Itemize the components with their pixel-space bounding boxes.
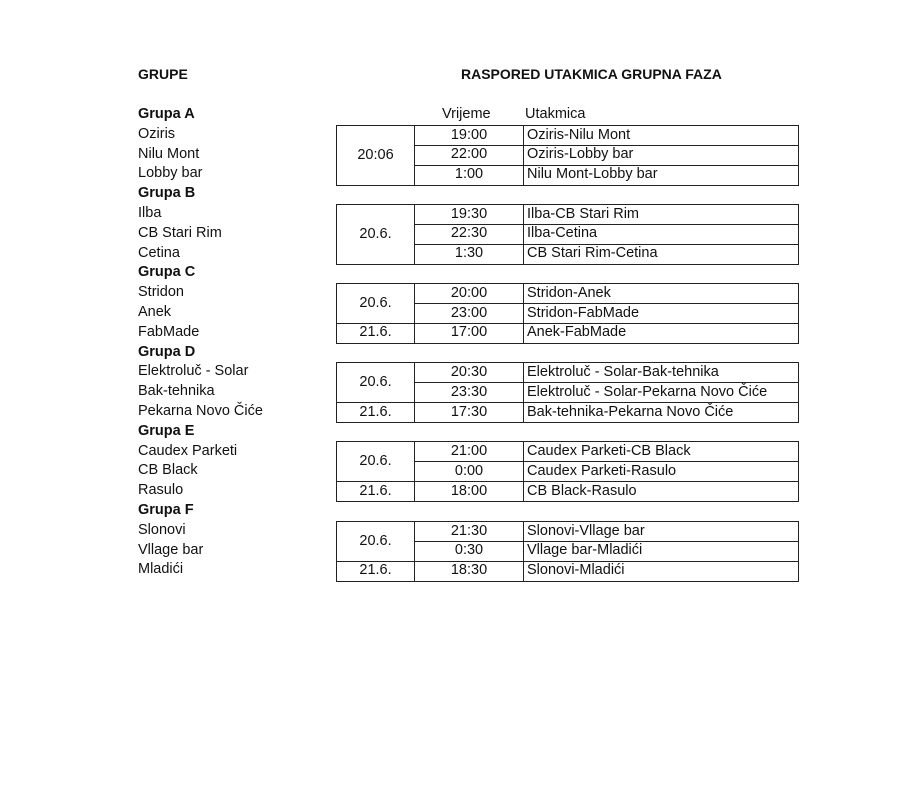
match-row: [337, 561, 798, 581]
date-cell: 20.6.: [359, 453, 392, 470]
match-teams: Vllage bar-Mladići: [527, 542, 643, 559]
team-name: Elektroluč - Solar: [138, 363, 249, 380]
match-row: [337, 145, 798, 165]
match-row: [337, 403, 798, 423]
match-teams: CB Stari Rim-Cetina: [527, 245, 658, 262]
schedule-table: [336, 283, 799, 344]
match-time: 18:00: [450, 482, 488, 499]
match-teams: Caudex Parketi-Rasulo: [527, 463, 677, 480]
match-time: 20:00: [450, 284, 488, 301]
match-time: 22:30: [450, 225, 488, 242]
match-row: [337, 304, 798, 324]
team-name: CB Black: [138, 462, 198, 479]
match-time: 0:30: [454, 542, 484, 559]
match-teams: Ilba-CB Stari Rim: [527, 205, 639, 222]
match-row: [337, 541, 798, 561]
match-column-header: Utakmica: [525, 106, 586, 122]
schedule-table: [336, 204, 799, 265]
match-time: 1:00: [454, 166, 484, 183]
match-row: [337, 363, 798, 383]
match-row: [337, 323, 798, 343]
team-name: Oziris: [138, 125, 176, 142]
match-teams: Bak-tehnika-Pekarna Novo Čiće: [527, 403, 734, 420]
date-cell: 20.6.: [359, 532, 392, 549]
schedule-table: [336, 441, 799, 502]
team-name: Ilba: [138, 204, 162, 221]
match-teams: Elektroluč - Solar-Pekarna Novo Čiće: [527, 383, 768, 400]
match-row: [337, 442, 798, 462]
team-name: Rasulo: [138, 482, 184, 499]
group-name: Grupa C: [138, 264, 196, 281]
team-name: Cetina: [138, 244, 180, 261]
match-time: 22:00: [450, 146, 488, 163]
match-teams: Caudex Parketi-CB Black: [527, 443, 691, 460]
team-name: Caudex Parketi: [138, 442, 238, 459]
team-name: Bak-tehnika: [138, 383, 215, 400]
team-name: FabMade: [138, 323, 200, 340]
date-cell: 21.6.: [359, 562, 392, 579]
group-name: Grupa A: [138, 106, 195, 122]
schedule-table: [336, 125, 799, 186]
match-row: [337, 462, 798, 482]
group-name: Grupa F: [138, 501, 194, 518]
groups-heading: GRUPE: [138, 66, 188, 82]
team-name: Vllage bar: [138, 541, 204, 558]
match-time: 21:30: [450, 522, 488, 539]
team-name: Stridon: [138, 284, 184, 301]
team-name: Slonovi: [138, 521, 186, 538]
team-name: Anek: [138, 303, 172, 320]
date-cell: 21.6.: [359, 324, 392, 341]
match-row: [337, 244, 798, 264]
match-teams: Stridon-Anek: [527, 284, 611, 301]
team-name: Lobby bar: [138, 165, 203, 182]
match-teams: Anek-FabMade: [527, 324, 627, 341]
group-name: Grupa E: [138, 422, 195, 439]
date-cell: 20.6.: [359, 225, 392, 242]
match-time: 21:00: [450, 443, 488, 460]
match-time: 18:30: [450, 562, 488, 579]
match-teams: Nilu Mont-Lobby bar: [527, 166, 658, 183]
schedule-heading: RASPORED UTAKMICA GRUPNA FAZA: [461, 66, 722, 82]
team-name: CB Stari Rim: [138, 224, 222, 241]
match-row: [337, 482, 798, 502]
match-teams: Oziris-Lobby bar: [527, 146, 634, 163]
match-row: [337, 165, 798, 185]
match-row: [337, 284, 798, 304]
schedule-table: [336, 362, 799, 423]
match-row: [337, 205, 798, 225]
match-time: 1:30: [454, 245, 484, 262]
match-teams: Slonovi-Vllage bar: [527, 522, 645, 539]
match-row: [337, 126, 798, 146]
date-cell: 20:06: [357, 146, 394, 163]
match-time: 19:30: [450, 205, 488, 222]
match-time: 23:30: [450, 383, 488, 400]
match-time: 20:30: [450, 364, 488, 381]
group-name: Grupa D: [138, 343, 196, 360]
match-teams: Slonovi-Mladići: [527, 562, 625, 579]
match-time: 17:30: [450, 403, 488, 420]
match-time: 0:00: [454, 463, 484, 480]
match-teams: CB Black-Rasulo: [527, 482, 637, 499]
match-row: [337, 383, 798, 403]
groups-list: [138, 105, 263, 580]
match-teams: Oziris-Nilu Mont: [527, 126, 631, 143]
date-cell: 20.6.: [359, 374, 392, 391]
match-row: [337, 522, 798, 542]
team-name: Nilu Mont: [138, 145, 200, 162]
date-cell: 21.6.: [359, 482, 392, 499]
match-time: 19:00: [450, 126, 488, 143]
group-name: Grupa B: [138, 185, 196, 202]
match-teams: Ilba-Cetina: [527, 225, 598, 242]
date-cell: 21.6.: [359, 403, 392, 420]
team-name: Mladići: [138, 561, 184, 578]
team-name: Pekarna Novo Čiće: [138, 402, 263, 419]
match-teams: Elektroluč - Solar-Bak-tehnika: [527, 364, 719, 381]
match-row: [337, 224, 798, 244]
match-time: 17:00: [450, 324, 488, 341]
time-column-header: Vrijeme: [442, 106, 491, 122]
date-cell: 20.6.: [359, 294, 392, 311]
schedule-table: [336, 521, 799, 582]
match-time: 23:00: [450, 304, 488, 321]
match-teams: Stridon-FabMade: [527, 304, 640, 321]
